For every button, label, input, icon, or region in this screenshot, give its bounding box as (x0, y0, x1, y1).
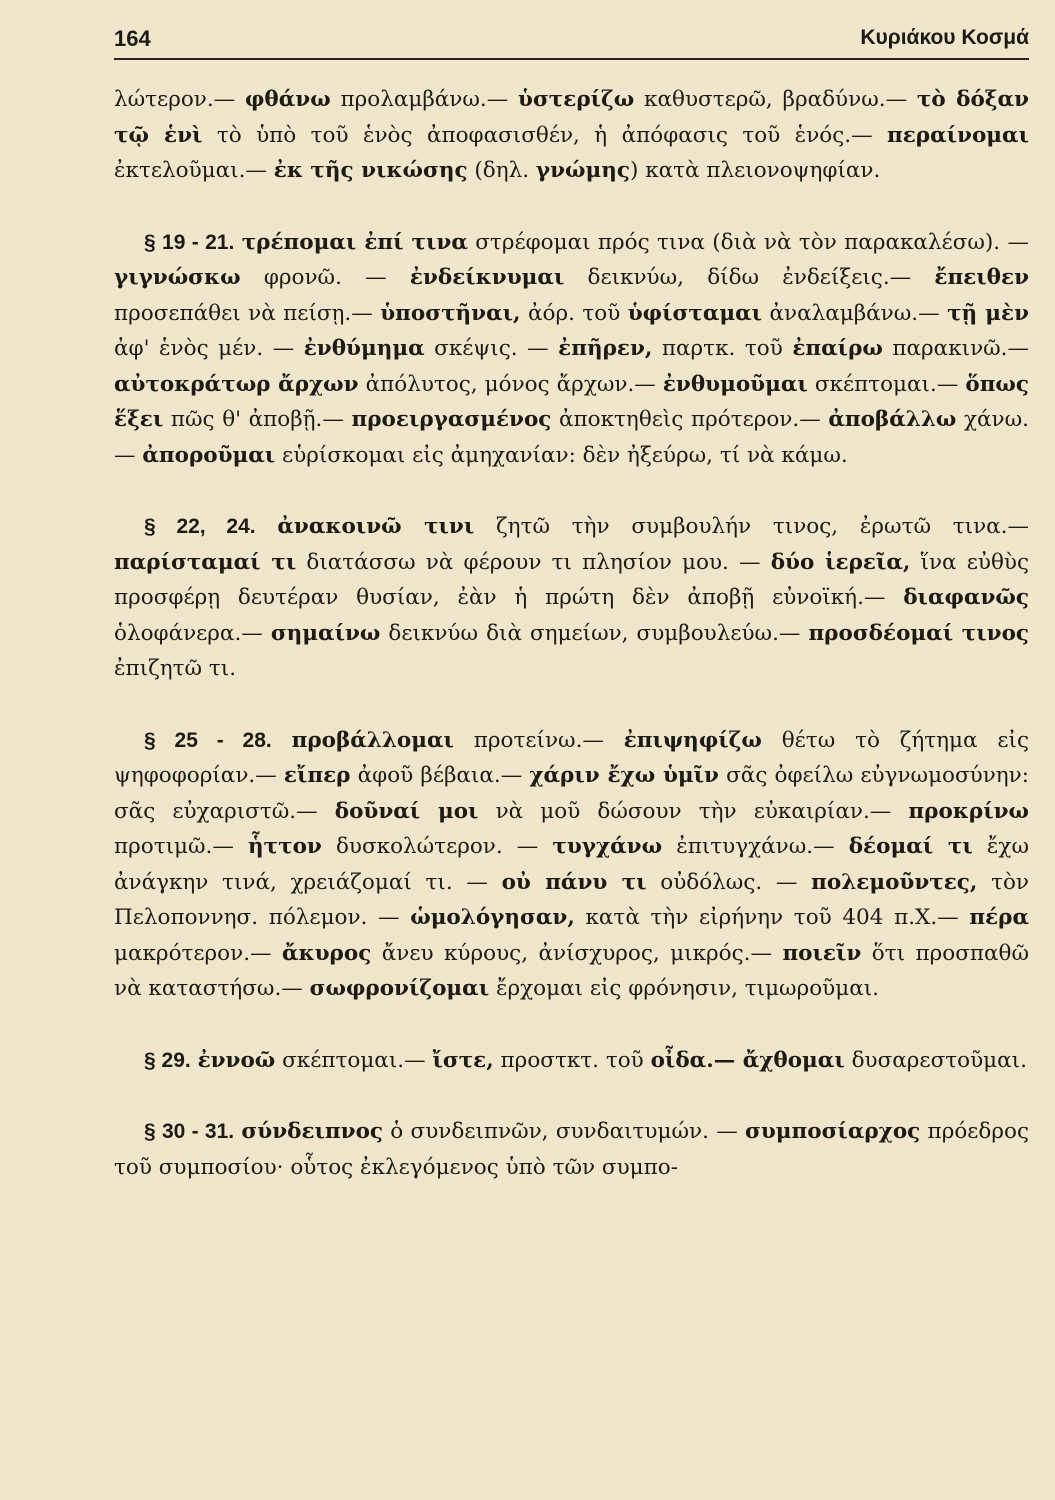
gloss-text: δεικνύω διὰ σημείων, συμβουλεύω.— (380, 620, 809, 646)
headword: οὐ πάνυ τι (501, 869, 647, 895)
headword: ἐπῆρεν, (558, 336, 653, 361)
gloss-text: ἀπόλυτος, μόνος ἄρχων.— (358, 371, 663, 397)
gloss-text: ἀποκτηθεὶς πρότερον.— (551, 407, 829, 432)
paragraph-p5 (114, 1043, 1029, 1079)
gloss-text: ) κατὰ πλειονοψηφίαν. (629, 158, 881, 183)
gloss-text: πῶς θ' ἀποβῇ.— (163, 407, 352, 432)
section-marker (144, 231, 234, 254)
headword: ὑστερίζω (518, 87, 635, 112)
gloss-text: προτείνω.— (453, 727, 624, 753)
headword: ἴστε, (432, 1047, 494, 1073)
gloss-text: χάνω.— (114, 407, 1029, 468)
paragraph-p3 (114, 509, 1029, 687)
gloss-text: μακρότερον.— (114, 940, 282, 966)
headword: προσδέομαί τινος (808, 620, 1029, 646)
headword: ἐννοῶ (197, 1047, 276, 1073)
headword: ἐνθυμοῦμαι (662, 371, 808, 397)
headword: γνώμης (535, 158, 630, 183)
gloss-text: ἔρχομαι εἰς φρόνησιν, τιμωροῦμαι. (489, 976, 879, 1001)
headword: δύο ἱερεῖα, (770, 549, 911, 575)
gloss-text: στρέφομαι πρός τινα (διὰ νὰ τὸν παρακαλέσω). — (467, 229, 1029, 255)
headword: τυγχάνω (552, 834, 663, 859)
section-number: § 29. (144, 1048, 191, 1072)
headword: ἧττον (248, 834, 322, 859)
headword: φθάνω (244, 87, 331, 112)
gloss-text: ἀναλαμβάνω.— (762, 300, 948, 326)
gloss-text: ἄνευ κύρους, ἀνίσχυρος, μικρός.— (371, 940, 783, 966)
gloss-text: διατάσσω νὰ φέρουν τι πλησίον μου. — (296, 549, 771, 575)
headword: προκρίνω (908, 798, 1029, 824)
section-marker (144, 1120, 234, 1143)
gloss-text: λώτερον.— (114, 87, 245, 112)
headword: δοῦναί μοι (334, 798, 479, 824)
gloss-text: προστκτ. τοῦ (493, 1047, 651, 1073)
headword: ὅπως ἕξει (114, 371, 1029, 432)
headword: ἐκ τῆς νικώσης (273, 158, 468, 183)
gloss-text: ἵνα εὐθὺς προσφέρῃ δευτέραν θυσίαν, ἐὰν ἡ πρώτη δὲν ἀποβῇ εὐνοϊκή.— (114, 549, 1030, 610)
gloss-text: ὁ συνδειπνῶν, συνδαιτυμών. — (383, 1119, 745, 1144)
paragraph-p2 (114, 225, 1029, 474)
section-number: § 25 - 28. (144, 728, 272, 752)
headword: ἀνακοινῶ τινι (277, 514, 475, 539)
paragraph-p6 (114, 1114, 1029, 1185)
page-number: 164 (114, 26, 151, 51)
gloss-text: προτιμῶ.— (114, 834, 248, 859)
headword: σημαίνω (270, 620, 381, 646)
headword: τῇ μὲν (947, 300, 1030, 326)
headword: εἴπερ (283, 763, 351, 788)
headword: αὐτοκράτωρ ἄρχων (114, 371, 359, 397)
headword: προειργασμένος (351, 407, 552, 432)
headword: προβάλλομαι (291, 727, 454, 753)
gloss-text: νὰ μοῦ δώσουν τὴν εὐκαιρίαν.— (478, 798, 909, 824)
headword: σωφρονίζομαι (309, 976, 490, 1001)
headword: πέρα (969, 905, 1029, 930)
gloss-text: δυσκολώτερον. — (321, 834, 553, 859)
gloss-text: ὁλοφάνερα.— (114, 620, 271, 646)
gloss-text: καθυστερῶ, βραδύνω.— (634, 87, 917, 112)
headword: ὑφίσταμαι (627, 300, 763, 326)
headword: ἐπιψηφίζω (623, 727, 762, 753)
gloss-text: τὸ ὑπὸ τοῦ ἑνὸς ἀποφασισθέν, ἡ ἀπόφασις τοῦ ἑνός.— (202, 122, 887, 148)
gloss-text: σκέπτομαι.— (275, 1047, 433, 1073)
headword: συμποσίαρχος (745, 1119, 921, 1144)
gloss-text: ὅτι προσπαθῶ νὰ καταστήσω.— (114, 940, 1029, 1001)
gloss-text: οὐδόλως. — (646, 869, 812, 895)
headword: ἐπαίρω (792, 336, 883, 361)
gloss-text: σκέπτομαι.— (807, 371, 966, 397)
headword: ἔπειθεν (934, 265, 1029, 290)
gloss-text: προλαμβάνω.— (330, 87, 519, 112)
gloss-text: ἀόρ. τοῦ (520, 300, 628, 326)
gloss-text: εὑρίσκομαι εἰς ἀμηχανίαν: δὲν ἠξεύρω, τί νὰ κάμω. (275, 442, 848, 468)
gloss-text: δυσαρεστοῦμαι. (844, 1047, 1027, 1073)
paragraph-p1 (114, 82, 1029, 189)
gloss-text: ἔχω ἀνάγκην τινά, χρειάζομαί τι. — (114, 834, 1029, 895)
headword: ὑποστῆναι, (380, 300, 521, 326)
headword: παρίσταμαί τι (114, 549, 297, 575)
section-marker (144, 515, 256, 538)
paragraph-p4 (114, 723, 1029, 1007)
gloss-text: προσεπάθει νὰ πείσῃ.— (114, 300, 381, 326)
headword: τὸ δόξαν τῷ ἑνὶ (114, 87, 1030, 148)
section-number: § 22, 24. (144, 515, 256, 538)
headword: ποιεῖν (782, 940, 862, 966)
headword: χάριν ἔχω ὑμῖν (529, 763, 719, 788)
headword: πολεμοῦντες, (811, 869, 978, 895)
page-body (114, 82, 1029, 1185)
page-header (114, 18, 1029, 60)
headword: σύνδειπνος (241, 1119, 384, 1144)
headword: ἐνδείκνυμαι (409, 265, 565, 290)
gloss-text: ἐπιζητῶ τι. (114, 656, 237, 681)
headword: ὡμολόγησαν, (410, 905, 575, 930)
gloss-text: ἀφ' ἑνὸς μέν. — (114, 336, 304, 361)
headword: περαίνομαι (887, 122, 1029, 148)
headword: γιγνώσκω (114, 265, 241, 290)
section-number: § 19 - 21. (144, 230, 235, 254)
gloss-text: σᾶς ὀφείλω εὐγνωμοσύνην: σᾶς εὐχαριστῶ.— (114, 763, 1029, 824)
headword: τρέπομαι ἐπί τινα (241, 229, 468, 255)
gloss-text: πρόεδρος τοῦ συμποσίου· οὗτος ἐκλεγόμενος ὑπὸ τῶν συμπο- (114, 1119, 1029, 1180)
gloss-text: παρακινῶ.— (882, 336, 1030, 361)
gloss-text: φρονῶ. — (240, 265, 410, 290)
gloss-text: κατὰ τὴν εἰρήνην τοῦ 404 π.Χ.— (574, 905, 970, 930)
headword: ἄκυρος (281, 940, 372, 966)
headword: ἀποβάλλω (828, 407, 957, 432)
gloss-text: σκέψις. — (424, 336, 559, 361)
gloss-text: ἐπιτυγχάνω.— (662, 834, 849, 859)
gloss-text: δεικνύω, δίδω ἐνδείξεις.— (564, 265, 935, 290)
section-marker (144, 1049, 191, 1072)
section-number: § 30 - 31. (144, 1120, 235, 1143)
headword: διαφανῶς (903, 585, 1029, 610)
gloss-text: θέτω τὸ ζήτημα εἰς ψηφοφορίαν.— (114, 727, 1029, 788)
gloss-text: ἀφοῦ βέβαια.— (350, 763, 530, 788)
gloss-text: ἐκτελοῦμαι.— (114, 158, 274, 183)
headword: δέομαί τι (848, 834, 973, 859)
headword: ἀποροῦμαι (142, 442, 276, 468)
section-marker (144, 729, 272, 752)
gloss-text: τὸν Πελοποννησ. πόλεμον. — (114, 869, 1029, 930)
headword: οἶδα.— ἄχθομαι (650, 1047, 845, 1073)
headword: ἐνθύμημα (303, 336, 425, 361)
gloss-text: ζητῶ τὴν συμβουλήν τινος, ἐρωτῶ τινα.— (474, 514, 1030, 539)
gloss-text: παρτκ. τοῦ (652, 336, 793, 361)
gloss-text: (δηλ. (467, 158, 536, 183)
running-head: Κυριάκου Κοσμά (860, 26, 1029, 49)
